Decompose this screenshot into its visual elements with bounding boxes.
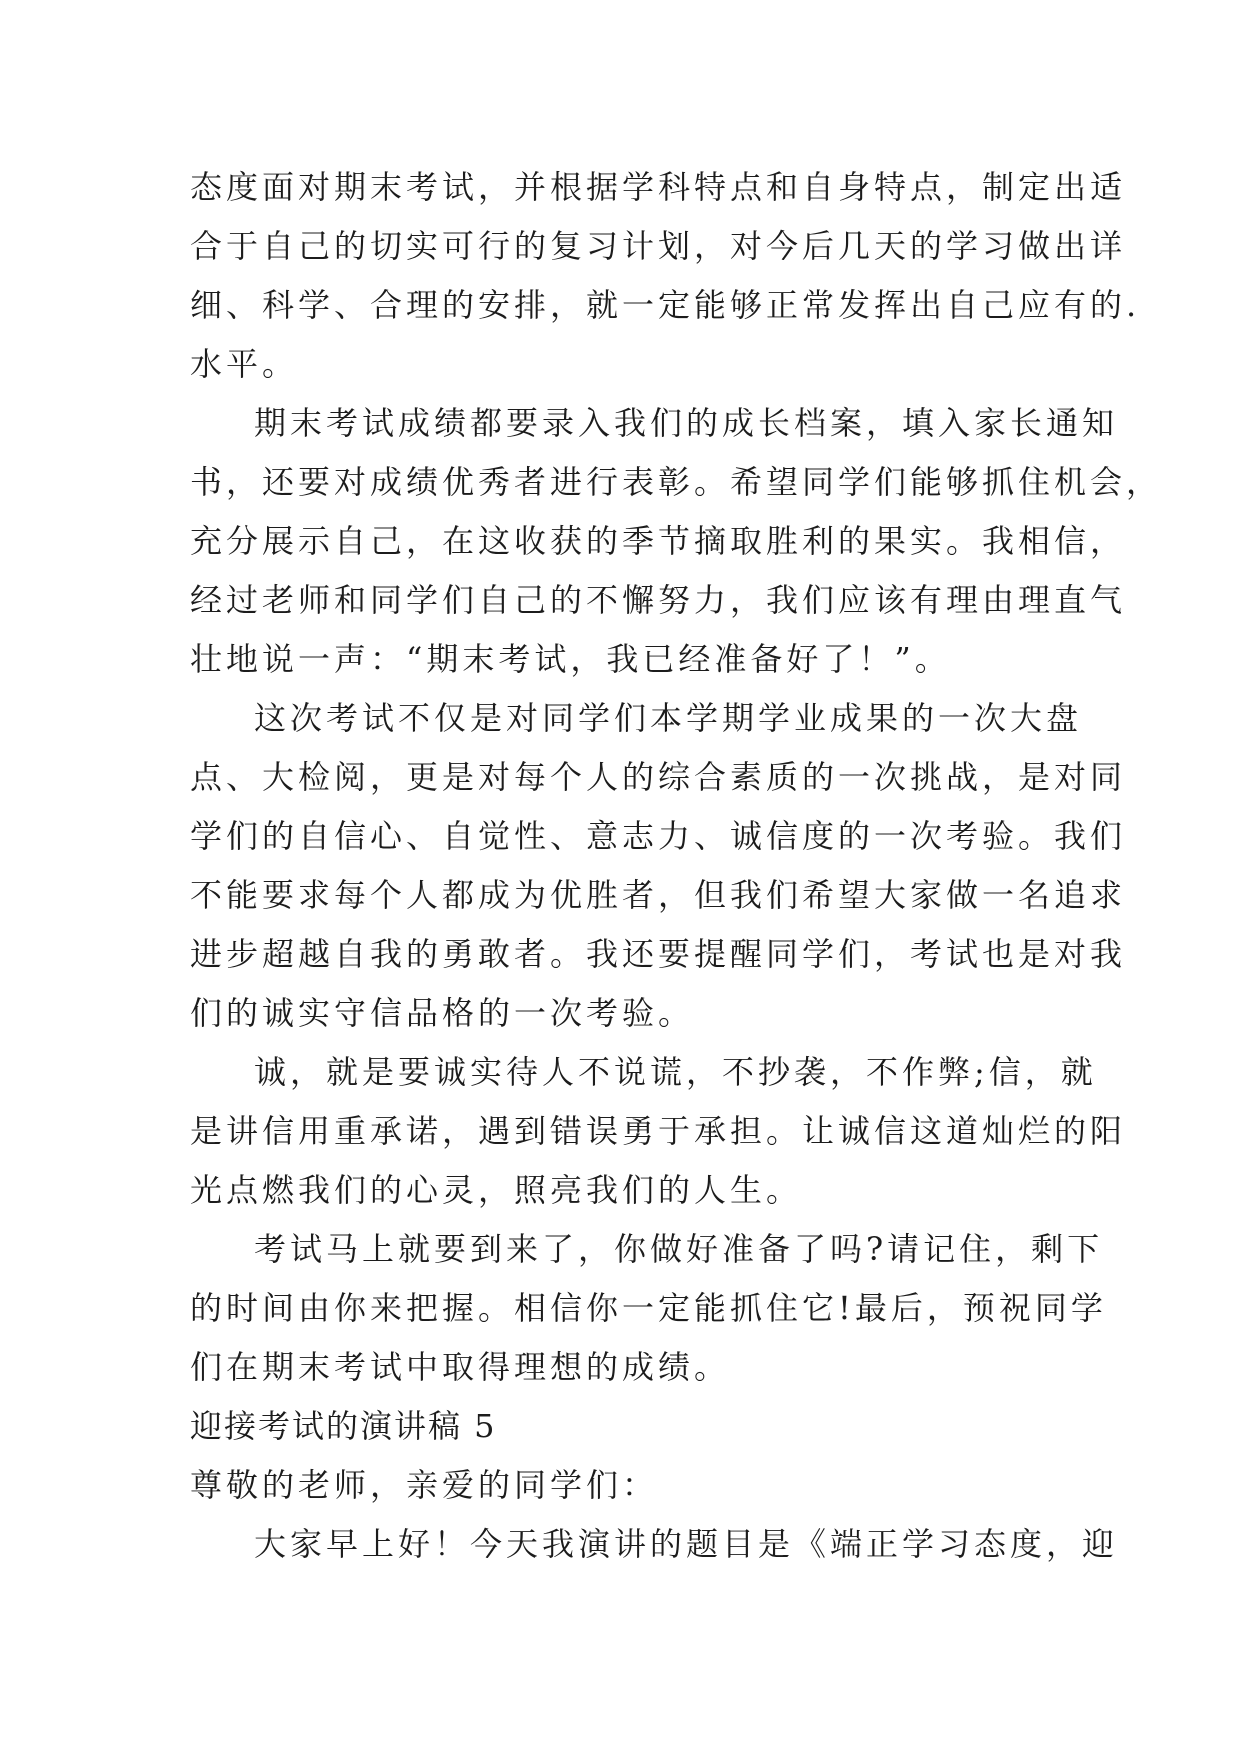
text-line: 点、大检阅，更是对每个人的综合素质的一次挑战，是对同 [190,758,1127,796]
text-line: 是讲信用重承诺，遇到错误勇于承担。让诚信这道灿烂的阳 [190,1112,1127,1150]
text-line: 充分展示自己，在这收获的季节摘取胜利的果实。我相信， [190,522,1127,560]
text-line: 的时间由你来把握。相信你一定能抓住它!最后，预祝同学 [190,1289,1107,1327]
text-line: 态度面对期末考试，并根据学科特点和自身特点，制定出适 [190,168,1127,206]
text-line: 不能要求每个人都成为优胜者，但我们希望大家做一名追求 [190,876,1127,914]
text-line: 学们的自信心、自觉性、意志力、诚信度的一次考验。我们 [190,817,1127,855]
document-body [190,158,1163,1574]
paragraph-first-line: 期末考试成绩都要录入我们的成长档案，填入家长通知 [254,404,1119,442]
text-line: 们在期末考试中取得理想的成绩。 [190,1348,731,1386]
text-line: 细、科学、合理的安排，就一定能够正常发挥出自己应有的. [190,286,1141,324]
section-heading: 迎接考试的演讲稿 5 [190,1407,497,1445]
text-line: 书，还要对成绩优秀者进行表彰。希望同学们能够抓住机会， [190,463,1163,501]
text-line: 水平。 [190,345,299,383]
text-line: 光点燃我们的心灵，照亮我们的人生。 [190,1171,803,1209]
text-line: 们的诚实守信品格的一次考验。 [190,994,695,1032]
salutation: 尊敬的老师，亲爱的同学们： [190,1466,659,1504]
text-line: 合于自己的切实可行的复习计划，对今后几天的学习做出详 [190,227,1127,265]
text-line: 经过老师和同学们自己的不懈努力，我们应该有理由理直气 [190,581,1127,619]
paragraph-first-line: 这次考试不仅是对同学们本学期学业成果的一次大盘 [254,699,1083,737]
paragraph-first-line: 考试马上就要到来了，你做好准备了吗?请记住，剩下 [254,1230,1104,1268]
paragraph-first-line: 大家早上好！今天我演讲的题目是《端正学习态度，迎 [254,1525,1119,1563]
paragraph-first-line: 诚，就是要诚实待人不说谎，不抄袭，不作弊;信，就 [254,1053,1097,1091]
text-line: 进步超越自我的勇敢者。我还要提醒同学们，考试也是对我 [190,935,1127,973]
text-line: 壮地说一声：“期末考试，我已经准备好了！”。 [190,640,951,678]
